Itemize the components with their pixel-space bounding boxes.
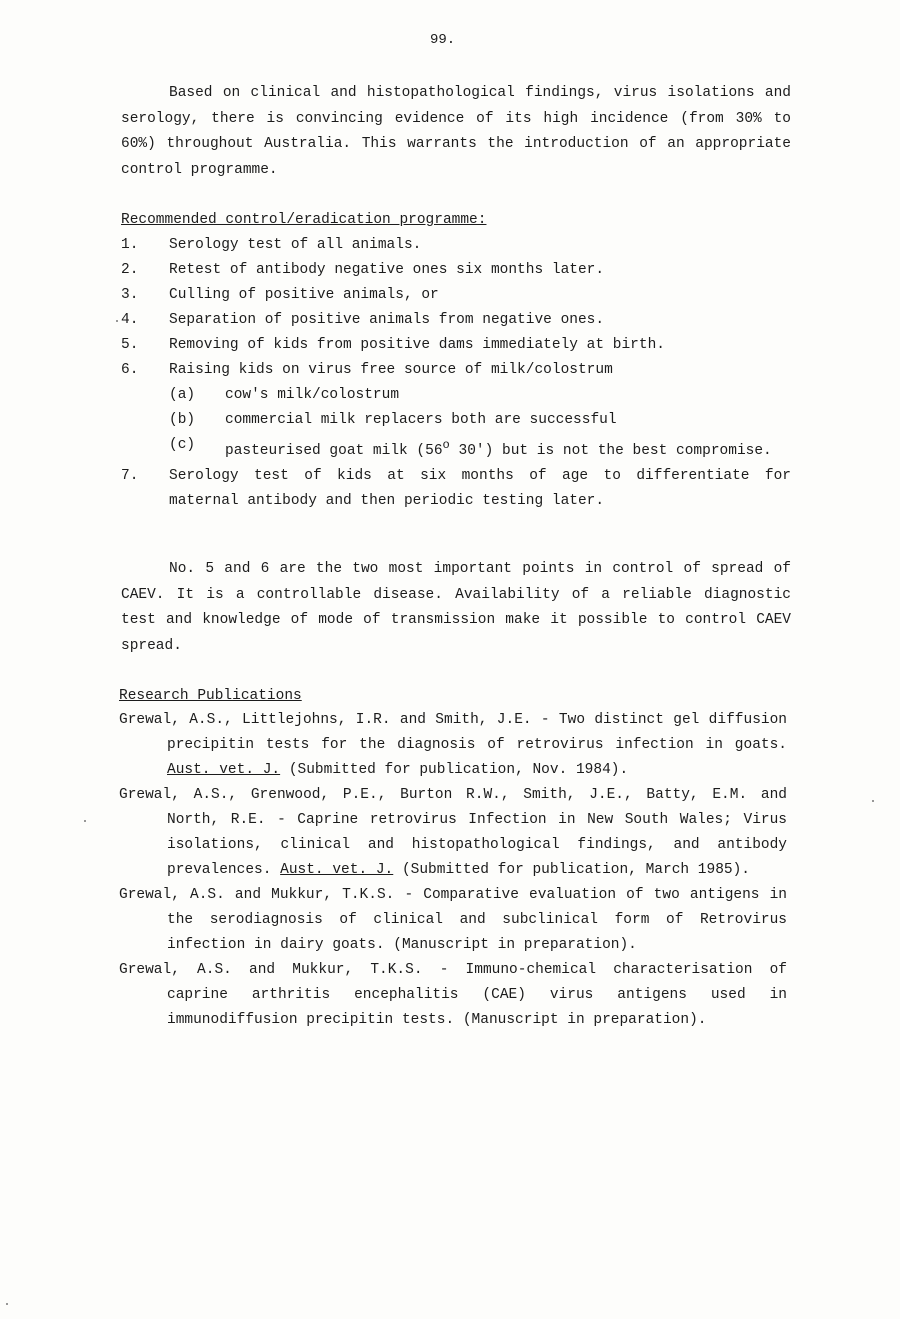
citation-text: Grewal, A.S., Grenwood, P.E., Burton R.W., Smith, J.E., Batty, E.M. and North, R.E. - Caprine retrovirus Infection in New South Wales; Virus isolations, clinical and histopathological findings, and antibody prevalences.: [119, 787, 787, 878]
programme-heading: Recommended control/eradication programme:: [121, 212, 487, 228]
citation-status: (Submitted for publication, March 1985).: [393, 862, 751, 878]
list-item: [121, 283, 791, 308]
sub-list-item: [169, 383, 791, 408]
item-text: Serology test of kids at six months of age to differentiate for maternal antibody and then periodic testing later.: [169, 467, 791, 509]
publication-entry: [119, 958, 787, 1033]
programme-list: [121, 233, 791, 514]
closing-text: No. 5 and 6 are the two most important points in control of spread of CAEV. It is a controllable disease. Availability of a reliable diagnostic test and knowledge of mode of transmission make it possible to control CAEV spread.: [121, 561, 791, 654]
item-text: Culling of positive animals, or: [169, 287, 439, 303]
citation-text: Grewal, A.S., Littlejohns, I.R. and Smith, J.E. - Two distinct gel diffusion precipitin tests for the diagnosis of retrovirus infection in goats.: [119, 712, 787, 753]
journal-name: Aust. vet. J.: [167, 762, 281, 778]
scan-speck: [116, 320, 118, 322]
sub-item-text: [225, 433, 791, 464]
list-item: [121, 258, 791, 283]
item-6-content: [169, 358, 791, 464]
citation-text: Grewal, A.S. and Mukkur, T.K.S. - Immuno-chemical characterisation of caprine arthritis encephalitis (CAE) virus antigens used in immunodiffusion precipitin tests. (Manuscript in preparation).: [119, 962, 787, 1028]
sub-item-label: (a): [169, 387, 196, 403]
sub-item-text: cow's milk/colostrum: [225, 387, 400, 403]
journal-name: Aust. vet. J.: [280, 862, 394, 878]
list-item: [121, 464, 791, 514]
item-number: 5.: [121, 337, 139, 353]
item-number: 2.: [121, 262, 139, 278]
degree-superscript: o: [442, 438, 450, 452]
item-number: 7.: [121, 467, 139, 484]
item-text: Serology test of all animals.: [169, 237, 422, 253]
item-number: 3.: [121, 287, 139, 303]
item-text: Retest of antibody negative ones six months later.: [169, 262, 605, 278]
publication-entry: [119, 783, 787, 883]
publication-entry: [119, 708, 787, 783]
intro-paragraph: [121, 81, 791, 183]
intro-text: Based on clinical and histopathological findings, virus isolations and serology, there is convincing evidence of its high incidence (from 30% to 60%) throughout Australia. This warrants the introduction of an appropriate control programme.: [121, 85, 791, 178]
page-number: 99.: [430, 32, 456, 48]
sub-list-item: [169, 408, 791, 433]
publications-list: [119, 708, 787, 1033]
scan-speck: [872, 800, 874, 802]
item-number: 6.: [121, 362, 139, 378]
scan-speck: [6, 1303, 8, 1305]
scan-speck: [84, 820, 86, 822]
closing-paragraph: [121, 557, 791, 659]
item-text: Separation of positive animals from negative ones.: [169, 312, 605, 328]
sub-item-text-part: pasteurised goat milk (56: [225, 442, 443, 459]
sub-list: [169, 383, 791, 464]
item-number: 4.: [121, 312, 139, 328]
item-text: Removing of kids from positive dams immediately at birth.: [169, 337, 665, 353]
sub-item-label: (c): [169, 437, 196, 453]
sub-item-text-part: 30') but is not the best compromise.: [449, 442, 772, 459]
publications-heading: Research Publications: [119, 688, 302, 704]
citation-text: Grewal, A.S. and Mukkur, T.K.S. - Comparative evaluation of two antigens in the serodiagnosis of clinical and subclinical form of Retrovirus infection in dairy goats. (Manuscript in preparation).: [119, 887, 787, 953]
item-text: Raising kids on virus free source of milk/colostrum: [169, 362, 613, 378]
publication-entry: [119, 883, 787, 958]
sub-item-text: commercial milk replacers both are successful: [225, 412, 617, 428]
sub-item-label: (b): [169, 412, 196, 428]
list-item: [121, 358, 791, 464]
list-item: [121, 233, 791, 258]
citation-status: (Submitted for publication, Nov. 1984).: [280, 762, 629, 778]
list-item: [121, 308, 791, 333]
item-number: 1.: [121, 237, 139, 253]
sub-list-item: [169, 433, 791, 464]
list-item: [121, 333, 791, 358]
